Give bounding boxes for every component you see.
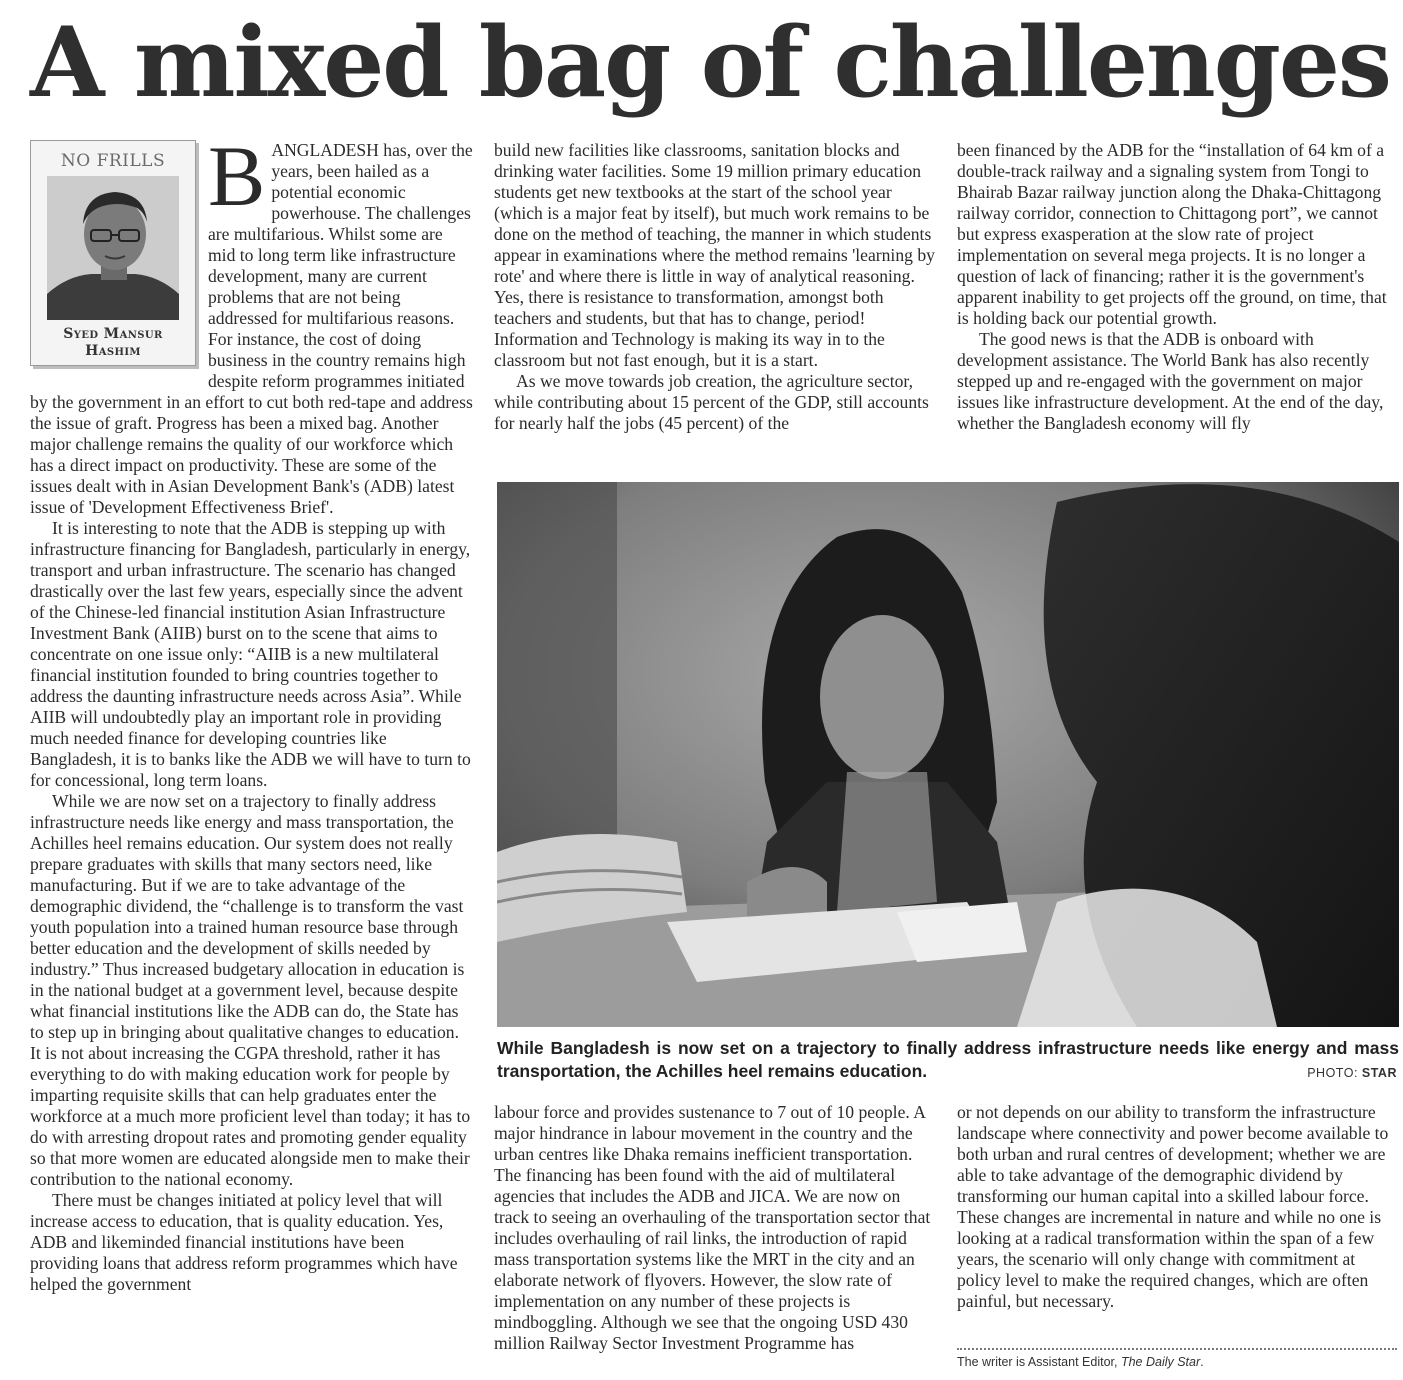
article-column-2-bottom bbox=[494, 1102, 938, 1378]
footer-divider bbox=[957, 1348, 1397, 1350]
paragraph: As we move towards job creation, the agriculture sector, while contributing about 15 percent of the GDP, still accounts for nearly half the jobs (45 percent) of the bbox=[494, 371, 929, 433]
paragraph: While we are now set on a trajectory to finally address infrastructure needs like energy and mass transportation, the Achilles heel remains education. Our system does not really prepare graduates with skills that many sectors need, like manufacturing. But if we are to take advantage of the demographic dividend, the “challenge is to transform the vast youth population into a trained human resource base through better education and the development of skills needed by industry.” Thus increased budgetary allocation in education is in the national budget at a government level, because despite what financial institutions like the ADB can do, the State has to step up in bringing about qualitative changes to education. It is not about increasing the CGPA threshold, rather it has everything to do with making education work for people by imparting requisite skills that can help graduates enter the workforce at a much more proficient level than today; it has to do with arresting dropout rates and promoting gender equality so that more women are educated alongside men to make their contribution to the national economy. bbox=[30, 791, 471, 1189]
article-column-3-bottom bbox=[957, 1102, 1401, 1342]
author-portrait bbox=[47, 176, 179, 320]
paragraph: or not depends on our ability to transform the infrastructure landscape where connectivity and power become available to both urban and rural centres of development; whether we are able to take advantage of the demographic dividend by transforming our human capital into a skilled labour force. These changes are incremental in nature and while no one is looking at a radical transformation within the span of a few years, the scenario will only change with commitment at policy level to make the required changes, which are often painful, but necessary. bbox=[957, 1102, 1389, 1311]
article-column-3-top bbox=[957, 140, 1401, 460]
article-column-2-top bbox=[494, 140, 938, 460]
photo-credit-prefix: PHOTO: bbox=[1307, 1066, 1362, 1080]
article-column-1 bbox=[30, 140, 474, 1376]
writer-note bbox=[957, 1355, 1397, 1369]
paragraph: There must be changes initiated at policy level that will increase access to education, that is quality education. Yes, ADB and likeminded financial institutions have been providing loans that address reform programmes which have helped the government bbox=[30, 1190, 458, 1294]
publication-name: The Daily Star bbox=[1120, 1355, 1201, 1369]
paragraph-text: ANGLADESH has, over the years, been hailed as a potential economic powerhouse. The challenges are multifarious. Whilst some are mid to long term like infrastructure development, many are current problems that are not being addressed for multifarious reasons. For instance, the cost of doing business in the country remains high despite reform programmes initiated by the government in an effort to cut both red-tape and address the issue of graft. Progress has been a mixed bag. Another major challenge remains the quality of our workforce which has a direct impact on productivity. These are some of the issues dealt with in Asian Development Bank's (ADB) latest issue of 'Development Effectiveness Brief'. bbox=[30, 140, 473, 517]
headline: A mixed bag of challenges bbox=[30, 6, 1390, 119]
paragraph: build new facilities like classrooms, sanitation blocks and drinking water facilities. Some 19 million primary education students get new textbooks at the start of the school year (which is a major feat by itself), but much work remains to be done on the method of teaching, the manner in which students appear in examinations where the method remains 'learning by rote' and where there is little in way of analytical reasoning. Yes, there is resistance to transformation, amongst both teachers and students, but that has to change, period! Information and Technology is making its way in to the classroom but not fast enough, but it is a start. bbox=[494, 140, 935, 370]
paragraph: labour force and provides sustenance to 7 out of 10 people. A major hindrance in labour movement in the country and the urban centres like Dhaka remains inefficient transportation. The financing has been found with the aid of multilateral agencies that includes the ADB and JICA. We are now on track to seeing an overhauling of the transportation sector that includes overhauling of rail links, the introduction of rapid mass transportation systems like the MRT in the city and an elaborate network of flyovers. However, the slow rate of implementation on any number of these projects is mindboggling. Although we see that the ongoing USD 430 million Railway Sector Investment Programme has bbox=[494, 1102, 931, 1353]
dropcap: B bbox=[208, 140, 266, 224]
article-photo bbox=[497, 482, 1399, 1027]
photo-caption: While Bangladesh is now set on a trajectory to finally address infrastructure needs like energy and mass transportation, the Achilles heel remains education. bbox=[497, 1038, 1399, 1081]
author-name-line2: Hashim bbox=[85, 343, 141, 359]
writer-note-text: The writer is Assistant Editor, bbox=[957, 1355, 1121, 1369]
photo-credit-source: STAR bbox=[1361, 1066, 1397, 1080]
paragraph: The good news is that the ADB is onboard with development assistance. The World Bank has also recently stepped up and re-engaged with the government on major issues like infrastructure development. At the end of the day, whether the Bangladesh economy will fly bbox=[957, 329, 1384, 433]
column-badge-label: NO FRILLS bbox=[60, 151, 166, 171]
author-name-line1: Syed Mansur bbox=[63, 326, 163, 342]
paragraph: been financed by the ADB for the “installation of 64 km of a double-track railway and a signaling system from Tongi to Bhairab Bazar railway junction along the Dhaka-Chittagong railway corridor, connection to Chittagong port”, we cannot but express exasperation at the slow rate of project implementation on several mega projects. It is no longer a question of lack of financing; rather it is the government's apparent inability to get projects off the ground, on time, that is holding back our potential growth. bbox=[957, 140, 1387, 328]
writer-note-suffix: . bbox=[1200, 1355, 1204, 1369]
paragraph: It is interesting to note that the ADB is stepping up with infrastructure financing for Bangladesh, particularly in energy, transport and urban infrastructure. The scenario has changed drastically over the last few years, especially since the advent of the Chinese-led financial institution Asian Infrastructure Investment Bank (AIIB) burst on to the scene that aims to concentrate on one issue only: “AIIB is a new multilateral financial institution founded to bring countries together to address the daunting infrastructure needs across Asia”. While AIIB will undoubtedly play an important role in providing much needed finance for developing countries like Bangladesh, it is to banks like the ADB we will have to turn to for concessional, long term loans. bbox=[30, 518, 471, 790]
column-badge bbox=[30, 140, 196, 366]
photo-credit bbox=[1307, 1066, 1397, 1080]
